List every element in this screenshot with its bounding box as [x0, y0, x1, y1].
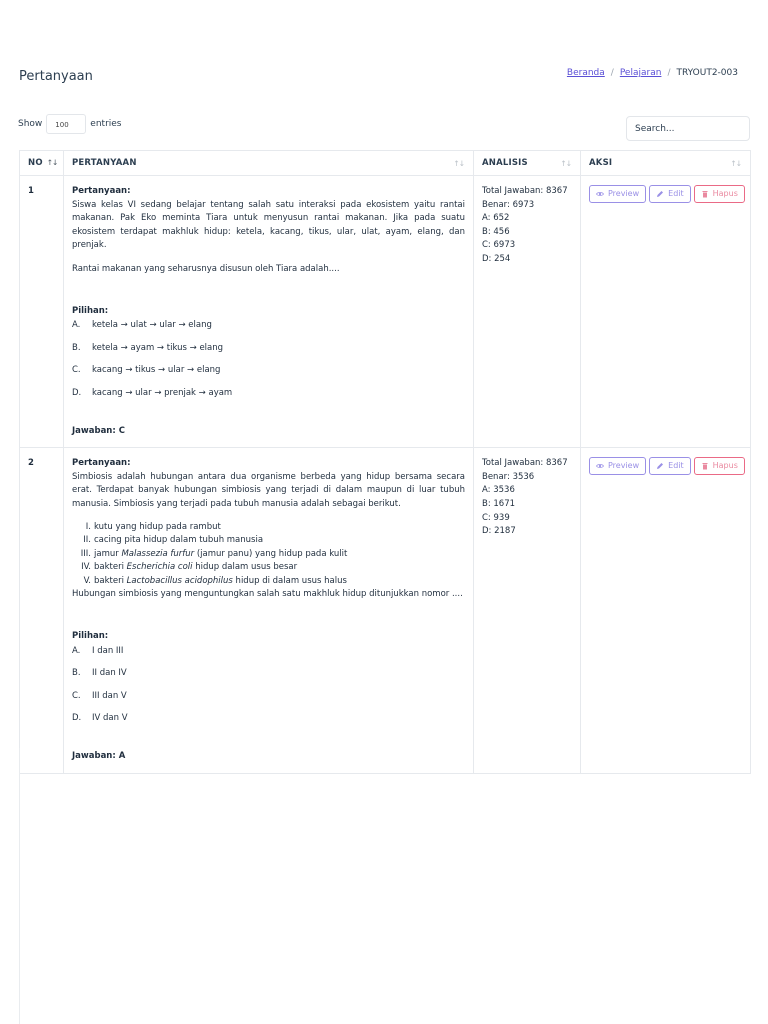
breadcrumb-current: TRYOUT2-003: [676, 68, 738, 78]
list-text-post: hidup dalam usus besar: [192, 562, 298, 573]
list-item: [72, 534, 465, 548]
column-header-label: ANALISIS: [482, 158, 528, 168]
option-a: [72, 645, 465, 659]
analysis-b: B: 456: [482, 226, 510, 237]
list-number: I.: [85, 521, 91, 532]
list-number: II.: [83, 535, 91, 546]
list-number: III.: [80, 548, 91, 559]
breadcrumb-separator: /: [610, 68, 614, 78]
column-header-label: NO: [28, 158, 43, 168]
eye-icon: [596, 462, 604, 470]
entries-label: entries: [90, 119, 122, 129]
analysis-total: Total Jawaban: 8367: [482, 458, 568, 469]
question-text: Simbiosis adalah hubungan antara dua organisme berbeda yang hidup bersama secara erat. Terdapat banyak hubungan simbiosis yang terjadi di dalam maupun di luar tubuh manusia. Simbiosis yang terjadi pada tubuh manusia adalah sebagai berikut.: [72, 471, 465, 509]
question-label: Pertanyaan:: [72, 186, 131, 196]
edit-button[interactable]: [649, 185, 691, 203]
list-italic: Lactobacillus acidophilus: [126, 575, 233, 586]
column-header-no[interactable]: [20, 151, 64, 176]
question-cell: [64, 448, 474, 774]
eye-icon: [596, 190, 604, 198]
list-text: bakteri: [94, 562, 127, 573]
list-item: [72, 561, 465, 575]
option-c: [72, 690, 465, 704]
list-italic: Escherichia coli: [126, 562, 193, 573]
option-text: ketela → ayam → tikus → elang: [92, 342, 224, 353]
question-prompt: Hubungan simbiosis yang menguntungkan salah satu makhluk hidup ditunjukkan nomor ....: [72, 589, 463, 600]
page-border-line: [19, 748, 20, 1024]
column-header-label: AKSI: [589, 158, 613, 168]
option-letter: C.: [72, 365, 81, 376]
questions-table: [19, 150, 751, 774]
preview-label: Preview: [608, 189, 640, 199]
question-text: Siswa kelas VI sedang belajar tentang salah satu interaksi pada ekosistem yaitu rantai makanan. Pak Eko meminta Tiara untuk menyusun rantai makanan. Jika pada suatu ekosistem terdapat makhluk hidup: ketela, kacang, tikus, ular, ulat, ayam, elang, dan prenjak.: [72, 199, 465, 251]
options-label: Pilihan:: [72, 631, 109, 642]
breadcrumb-link-pelajaran[interactable]: Pelajaran: [619, 68, 662, 78]
list-text: kutu yang hidup pada rambut: [94, 521, 221, 532]
list-text-post: hidup di dalam usus halus: [232, 575, 347, 586]
preview-button[interactable]: [589, 185, 646, 203]
question-prompt: Rantai makanan yang seharusnya disusun oleh Tiara adalah....: [72, 263, 340, 274]
analysis-c: C: 939: [482, 512, 510, 523]
list-item: [72, 548, 465, 562]
row-number: 1: [20, 176, 64, 448]
delete-button[interactable]: [694, 185, 745, 203]
edit-label: Edit: [668, 189, 684, 199]
show-entries-control: [18, 114, 122, 134]
option-text: I dan III: [92, 645, 124, 656]
row-number: 2: [20, 448, 64, 774]
option-b: [72, 342, 465, 356]
option-letter: A.: [72, 320, 81, 331]
analysis-correct: Benar: 3536: [482, 471, 535, 482]
analysis-c: C: 6973: [482, 240, 516, 251]
list-item: [72, 521, 465, 535]
analysis-cell: [474, 448, 581, 774]
option-text: ketela → ulat → ular → elang: [92, 320, 212, 331]
sort-icon: ↑↓: [730, 159, 741, 168]
analysis-a: A: 3536: [482, 485, 515, 496]
statement-list: [72, 521, 465, 589]
option-letter: B.: [72, 342, 81, 353]
option-letter: C.: [72, 690, 81, 701]
option-letter: A.: [72, 645, 81, 656]
list-number: IV.: [81, 562, 91, 573]
table-header-row: [20, 151, 751, 176]
sort-icon: ↑↓: [560, 159, 571, 168]
option-letter: B.: [72, 668, 81, 679]
option-text: kacang → ular → prenjak → ayam: [92, 387, 233, 398]
list-item: [72, 575, 465, 589]
analysis-a: A: 652: [482, 213, 510, 224]
list-number: V.: [83, 575, 91, 586]
option-b: [72, 667, 465, 681]
breadcrumb-link-beranda[interactable]: Beranda: [566, 68, 605, 78]
answer-key: Jawaban: A: [72, 751, 126, 762]
analysis-b: B: 1671: [482, 498, 516, 509]
question-label: Pertanyaan:: [72, 458, 131, 469]
list-text: jamur: [94, 548, 122, 559]
option-d: [72, 712, 465, 726]
option-text: IV dan V: [92, 713, 128, 724]
edit-button[interactable]: [649, 457, 691, 475]
pencil-icon: [656, 462, 664, 470]
edit-label: Edit: [668, 461, 684, 471]
preview-label: Preview: [608, 461, 640, 471]
list-text: bakteri: [94, 575, 127, 586]
entries-length-select[interactable]: 100: [46, 114, 86, 134]
option-letter: D.: [72, 713, 82, 724]
delete-button[interactable]: [694, 457, 745, 475]
sort-icon: ↑↓: [453, 159, 464, 168]
delete-label: Hapus: [712, 189, 738, 199]
column-header-aksi[interactable]: [581, 151, 751, 176]
analysis-correct: Benar: 6973: [482, 199, 535, 210]
pencil-icon: [656, 190, 664, 198]
option-c: [72, 364, 465, 378]
option-text: III dan V: [92, 690, 127, 701]
options-label: Pilihan:: [72, 305, 109, 316]
column-header-label: PERTANYAAN: [72, 158, 137, 168]
option-a: [72, 319, 465, 333]
search-input[interactable]: Search...: [626, 116, 750, 141]
list-italic: Malassezia furfur: [121, 548, 195, 559]
trash-icon: [701, 190, 709, 198]
table-row: [20, 176, 751, 448]
column-header-analisis[interactable]: [474, 151, 581, 176]
actions-cell: [581, 176, 751, 448]
option-text: II dan IV: [92, 668, 127, 679]
list-text-post: (jamur panu) yang hidup pada kulit: [194, 548, 348, 559]
show-label: Show: [18, 119, 43, 129]
actions-cell: [581, 448, 751, 774]
list-text: cacing pita hidup dalam tubuh manusia: [94, 535, 264, 546]
option-letter: D.: [72, 387, 82, 398]
sort-icon: ↑↓: [46, 158, 58, 167]
analysis-d: D: 254: [482, 253, 511, 264]
trash-icon: [701, 462, 709, 470]
option-d: [72, 387, 465, 401]
column-header-pertanyaan[interactable]: [64, 151, 474, 176]
analysis-d: D: 2187: [482, 526, 516, 537]
table-row: [20, 448, 751, 774]
analysis-cell: [474, 176, 581, 448]
question-cell: [64, 176, 474, 448]
page-title: Pertanyaan: [19, 69, 93, 84]
breadcrumb-separator: /: [667, 68, 671, 78]
analysis-total: Total Jawaban: 8367: [482, 186, 568, 196]
option-text: kacang → tikus → ular → elang: [92, 365, 221, 376]
answer-key: Jawaban: C: [72, 425, 125, 436]
breadcrumb: [567, 68, 738, 78]
delete-label: Hapus: [712, 461, 738, 471]
preview-button[interactable]: [589, 457, 646, 475]
